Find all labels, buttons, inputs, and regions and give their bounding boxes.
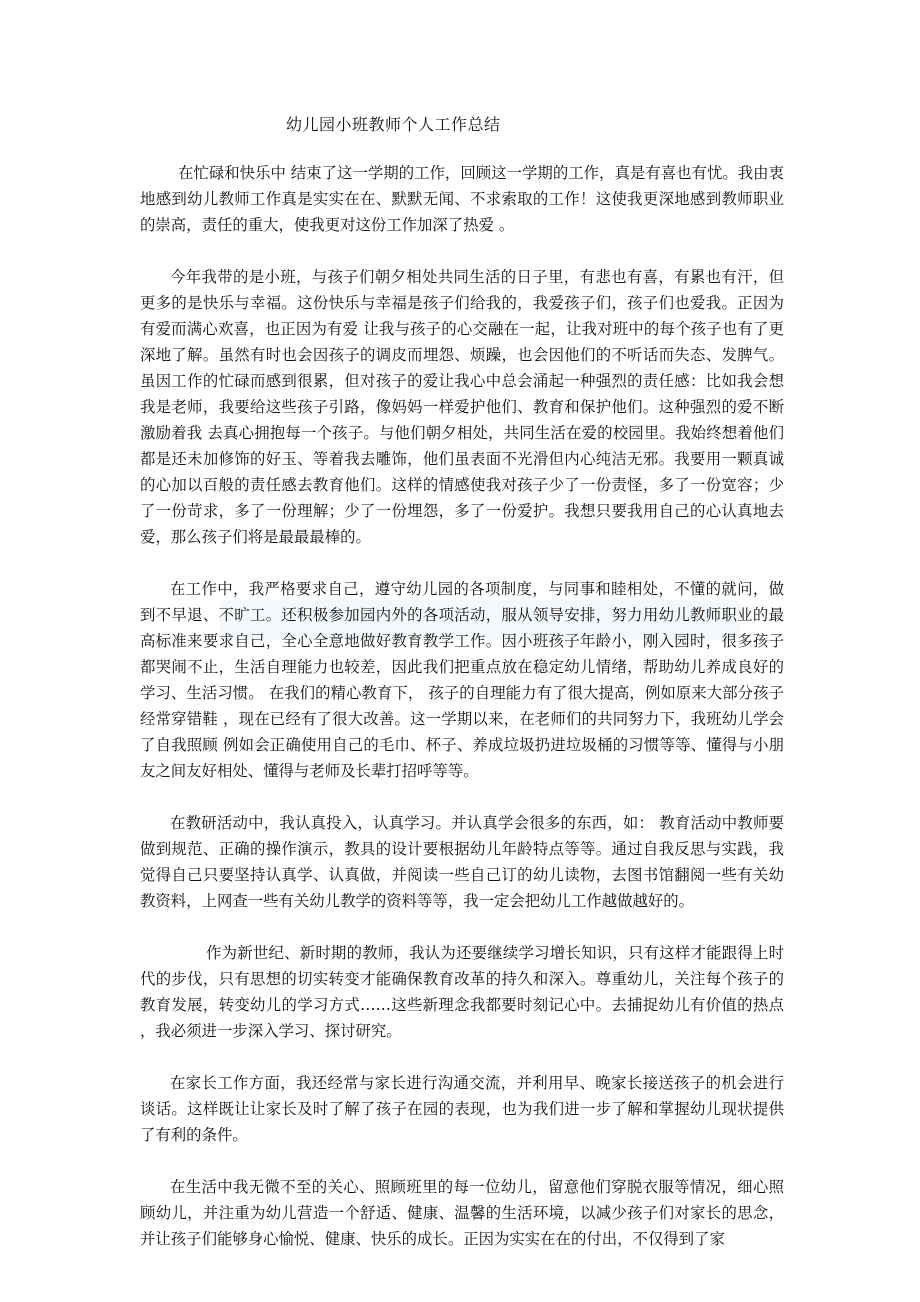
- paragraph-parent-work: 在家长工作方面，我还经常与家长进行沟通交流，并利用早、晚家长接送孩子的机会进行谈话。这样既让让家长及时了解了孩子在园的表现，也为我们进一步了解和掌握幼儿现状提供了有利的条件。: [140, 1074, 784, 1144]
- paragraph-intro: 在忙碌和快乐中 结束了这一学期的工作，回顾这一学期的工作，真是有喜也有忧。我由衷地感到幼儿教师工作真是实实在在、默默无闻、不求索取的工作！这使我更深地感到教师职业的崇高，责任的重大，使我更对这份工作加深了热爱 。: [140, 164, 784, 234]
- paragraph-daily-care: 在生活中我无微不至的关心、照顾班里的每一位幼儿，留意他们穿脱衣服等情况，细心照顾幼儿，并注重为幼儿营造一个舒适、健康、温馨的生活环境，以减少孩子们对家长的思念，并让孩子们能够身心愉悦、健康、快乐的成长。正因为实实在在的付出，不仅得到了家: [140, 1178, 784, 1248]
- document-body: [140, 160, 784, 1252]
- paragraph-class-life: 今年我带的是小班，与孩子们朝夕相处共同生活的日子里，有悲也有喜，有累也有汗，但更多的是快乐与幸福。这份快乐与幸福是孩子们给我的，我爱孩子们，孩子们也爱我。正因为有爱而满心欢喜，也正因为有爱 让我与孩子的心交融在一起，让我对班中的每个孩子也有了更深地了解。虽然有时也会因孩子的调皮而埋怨、烦躁，也会因他们的不听话而失态、发脾气。虽因工作的忙碌而感到很累，但对孩子的爱让我心中总会涌起一种强烈的责任感：比如我会想我是老师，我要给这些孩子引路，像妈妈一样爱护他们、教育和保护他们。这种强烈的爱不断激励着我 去真心拥抱每一个孩子。与他们朝夕相处，共同生活在爱的校园里。我始终想着他们都是还未加修饰的好玉、等着我去雕饰，他们虽表面不光滑但内心纯洁无邪。我要用一颗真诚的心加以百般的责任感去教育他们。这样的情感使我对孩子少了一份责怪，多了一份宽容；少了一份苛求，多了一份理解；少了一份埋怨，多了一份爱护。我想只要我用自己的心认真地去爱，那么孩子们将是最最最棒的。: [140, 268, 784, 546]
- document-title: 幼儿园小班教师个人工作总结: [286, 115, 501, 134]
- paragraph-work: 在工作中，我严格要求自己，遵守幼儿园的各项制度，与同事和睦相处，不懂的就问，做到不早退、不旷工。还积极参加园内外的各项活动，服从领导安排，努力用幼儿教师职业的最高标准来要求自己，全心全意地做好教育教学工作。因小班孩子年龄小，刚入园时，很多孩子都哭闹不止，生活自理能力也较差，因此我们把重点放在稳定幼儿情绪，帮助幼儿养成良好的学习、生活习惯。 在我们的精心教育下， 孩子的自理能力有了很大提高，例如原来大部分孩子经常穿错鞋 ，现在已经有了很大改善。这一学期以来，在老师们的共同努力下，我班幼儿学会了自我照顾 例如会正确使用自己的毛巾、杯子、养成垃圾扔进垃圾桶的习惯等等、懂得与小朋友之间友好相处、懂得与老师及长辈打招呼等等。: [140, 580, 784, 780]
- paragraph-teaching-research: 在教研活动中，我认真投入，认真学习。并认真学会很多的东西，如： 教育活动中教师要做到规范、正确的操作演示，教具的设计要根据幼儿年龄特点等等。通过自我反思与实践，我觉得自己只要坚持认真学、认真做，并阅读一些自己订的幼儿读物，去图书馆翻阅一些有关幼教资料，上网查一些有关幼儿教学的资料等等，我一定会把幼儿工作越做越好的。: [140, 814, 784, 910]
- paragraph-continued-learning: 作为新世纪、新时期的教师，我认为还要继续学习增长知识，只有这样才能跟得上时代的步伐，只有思想的切实转变才能确保教育改革的持久和深入。尊重幼儿，关注每个孩子的教育发展，转变幼儿的学习方式……这些新理念我都要时刻记心中。去捕捉幼儿有价值的热点 ，我必须进一步深入学习、探讨研究。: [140, 944, 784, 1040]
